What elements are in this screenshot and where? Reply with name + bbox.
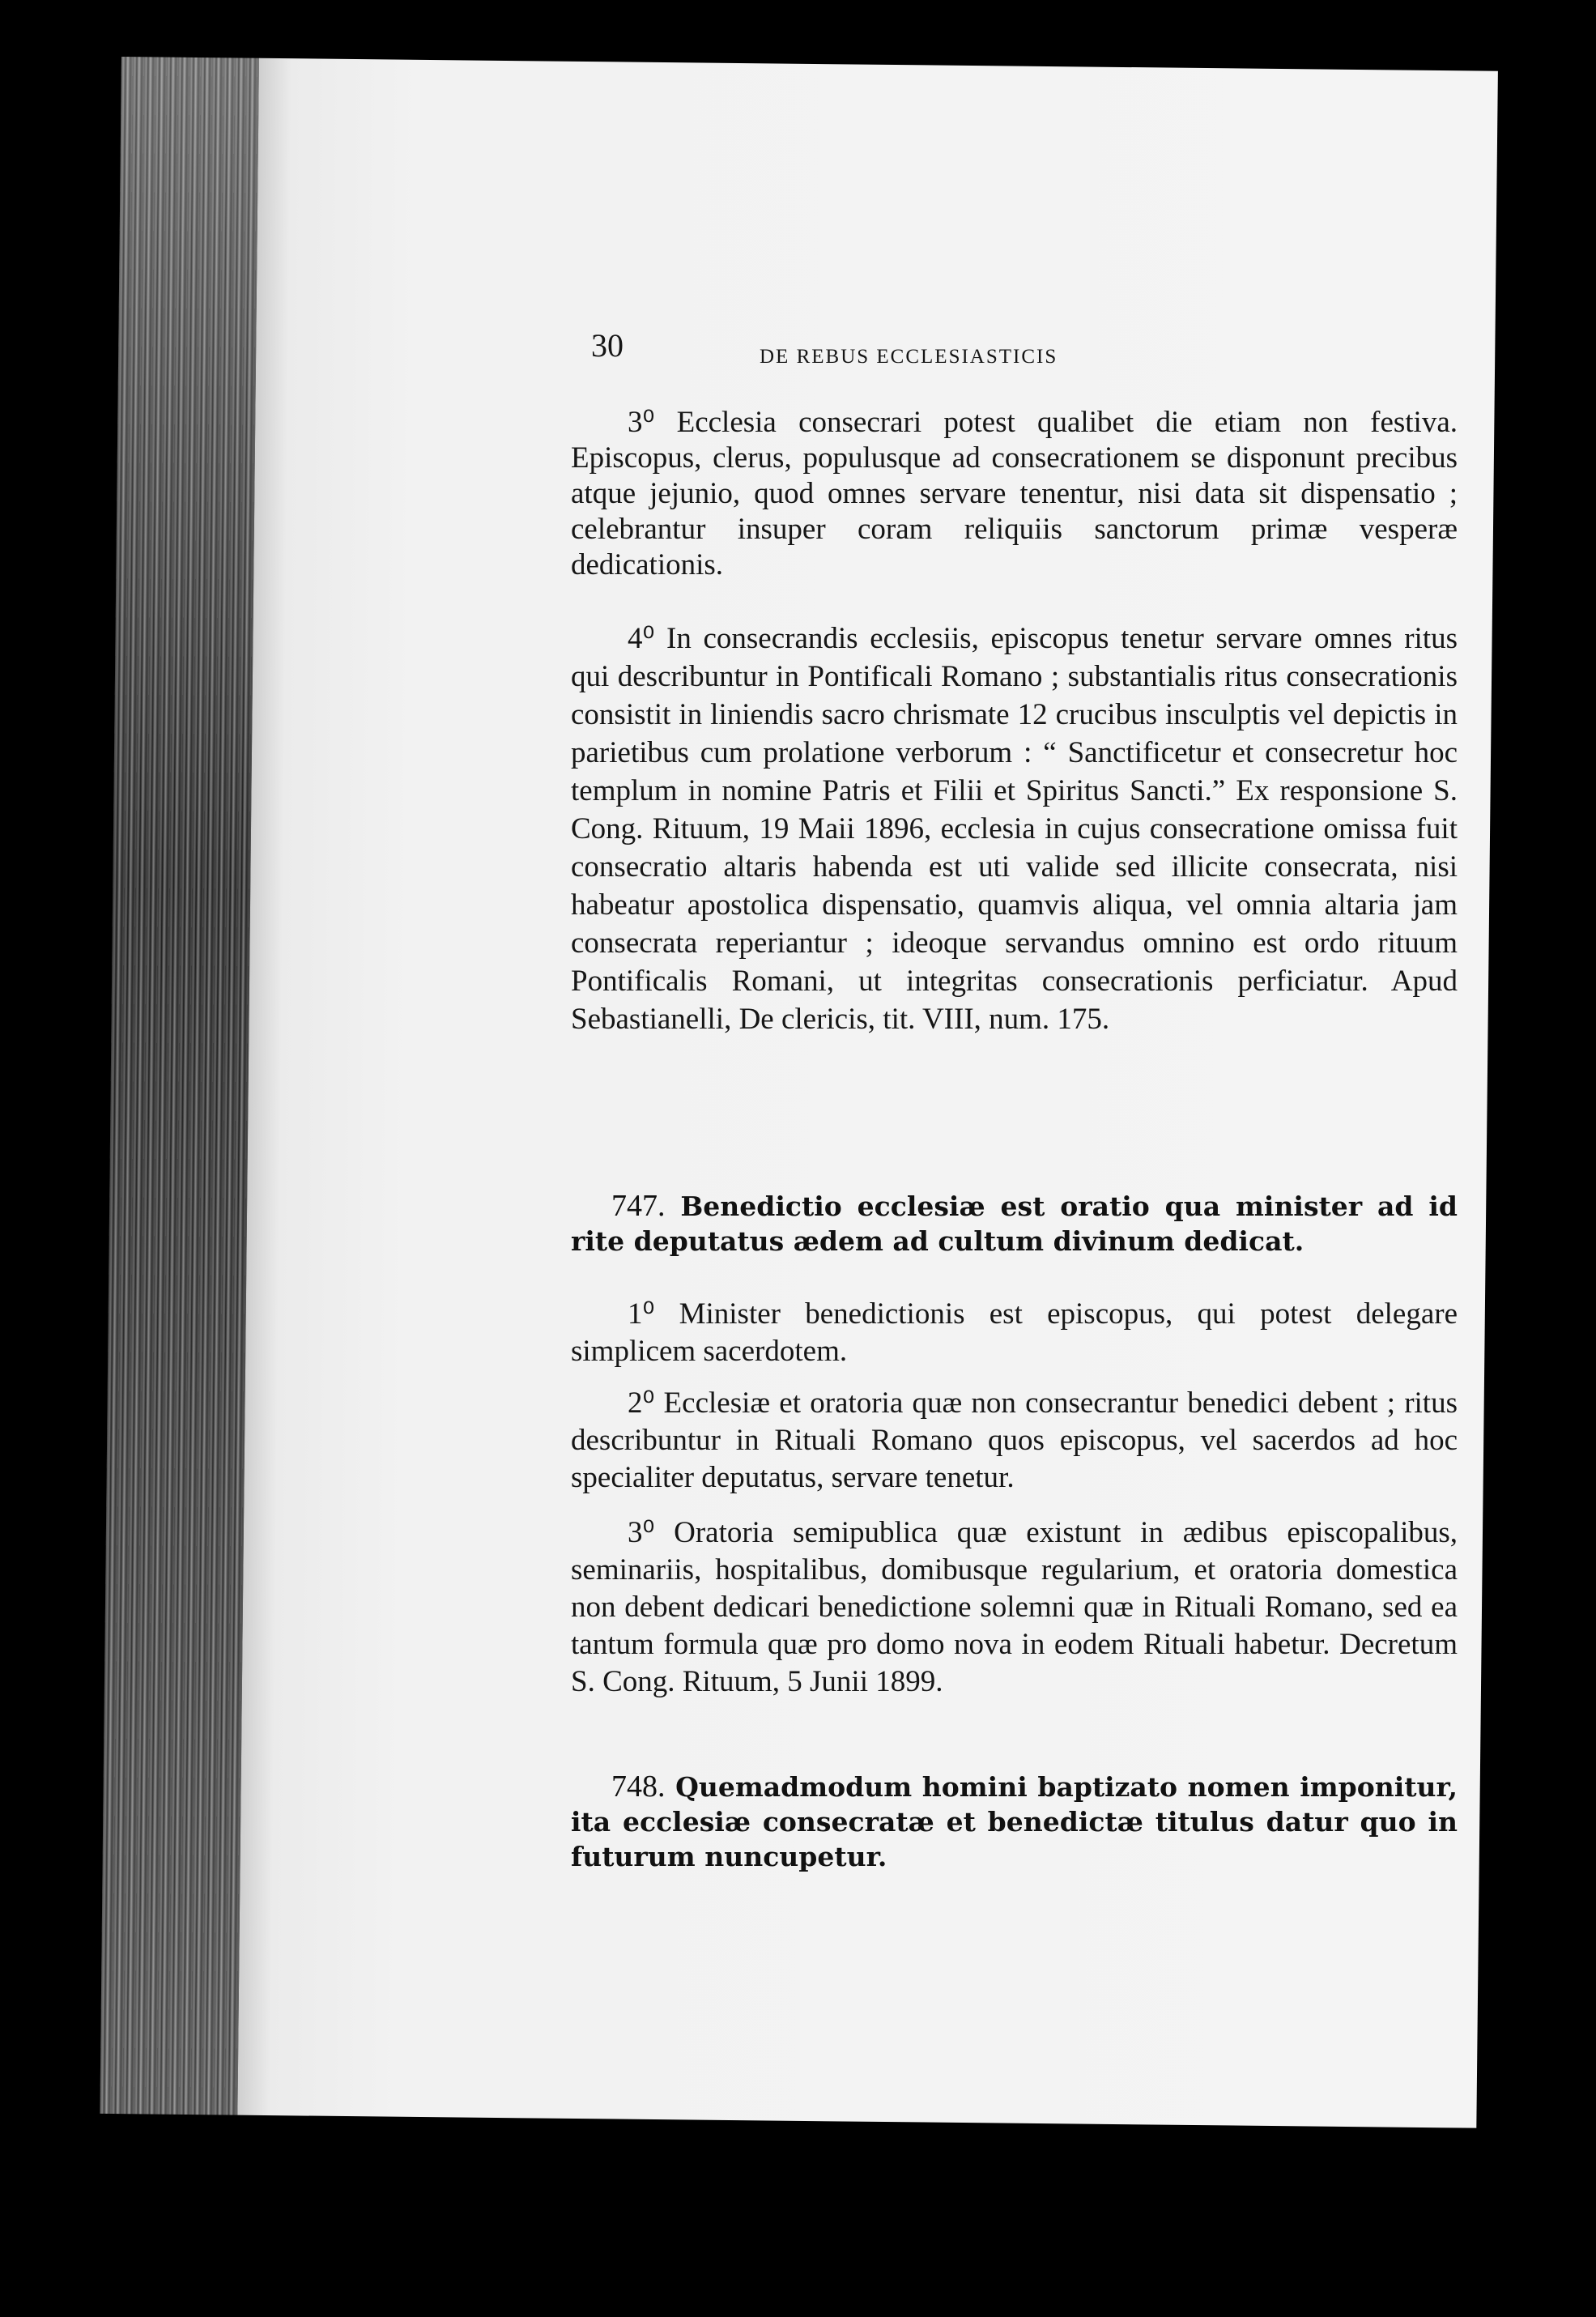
paragraph-3: 3⁰ Ecclesia consecrari potest qualibet die etiam non festiva. Episcopus, clerus, populusque ad consecrationem se disponunt precibus atque jejunio, quod omnes servare tenentur, nisi data sit dispensatio ; celebrantur insuper coram reliquiis sanctorum primæ vesperæ dedicationis. — [571, 406, 1458, 581]
page-number: 30 — [591, 327, 624, 364]
paragraph-747-2: 2⁰ Ecclesiæ et oratoria quæ non consecrantur benedici debent ; ritus describuntur in Rituali Romano quos episcopus, vel sacerdos ad hoc specialiter deputatus, servare tenetur. — [571, 1386, 1458, 1494]
section-title-747: Benedictio ecclesiæ est oratio qua minister ad id rite deputatus ædem ad cultum divinum dedicat. — [571, 1190, 1458, 1257]
section-heading-747 — [571, 1189, 1458, 1259]
page-text — [316, 275, 1441, 368]
page-edges — [100, 57, 261, 2115]
section-heading-748 — [571, 1770, 1458, 1874]
section-number-748: 748. — [611, 1770, 666, 1804]
paragraph-4: 4⁰ In consecrandis ecclesiis, episcopus tenetur servare omnes ritus qui describuntur in Pontificali Romano ; substantialis ritus consecrationis consistit in liniendis sacro chrismate 12 crucibus insculptis vel depictis in parietibus cum prolatione verborum : “ Sanctificetur et consecretur hoc templum in nomine Patris et Filii et Spiritus Sancti.” Ex responsione S. Cong. Rituum, 19 Maii 1896, ecclesia in cujus consecratione omissa fuit consecratio altaris habenda est uti valide sed illicite consecrata, nisi habeatur apostolica dispensatio, quamvis aliqua, vel omnia altaria jam consecrata reperiantur ; ideoque servandus omnino est ordo rituum Pontificalis Romani, ut integritas consecrationis perficiatur. Apud Sebastianelli, De clericis, tit. VIII, num. 175. — [571, 622, 1458, 1036]
paragraph-747-3: 3⁰ Oratoria semipublica quæ existunt in ædibus episcopalibus, seminariis, hospitalibus, domibusque regularium, et oratoria domestica non debent dedicari benedictione solemni quæ in Rituali Romano, sed ea tantum formula quæ pro domo nova in eodem Rituali habetur. Decretum S. Cong. Rituum, 5 Junii 1899. — [571, 1516, 1458, 1698]
section-number-747: 747. — [611, 1189, 666, 1223]
paragraph-747-1: 1⁰ Minister benedictionis est episcopus, qui potest delegare simplicem sacerdotem. — [571, 1297, 1458, 1368]
section-title-748: Quemadmodum homini baptizato nomen imponitur, ita ecclesiæ consecratæ et benedictæ titulus datur quo in futurum nuncupetur. — [571, 1771, 1458, 1872]
running-head: DE REBUS ECCLESIASTICIS — [760, 346, 1058, 368]
page-header — [316, 275, 1441, 368]
